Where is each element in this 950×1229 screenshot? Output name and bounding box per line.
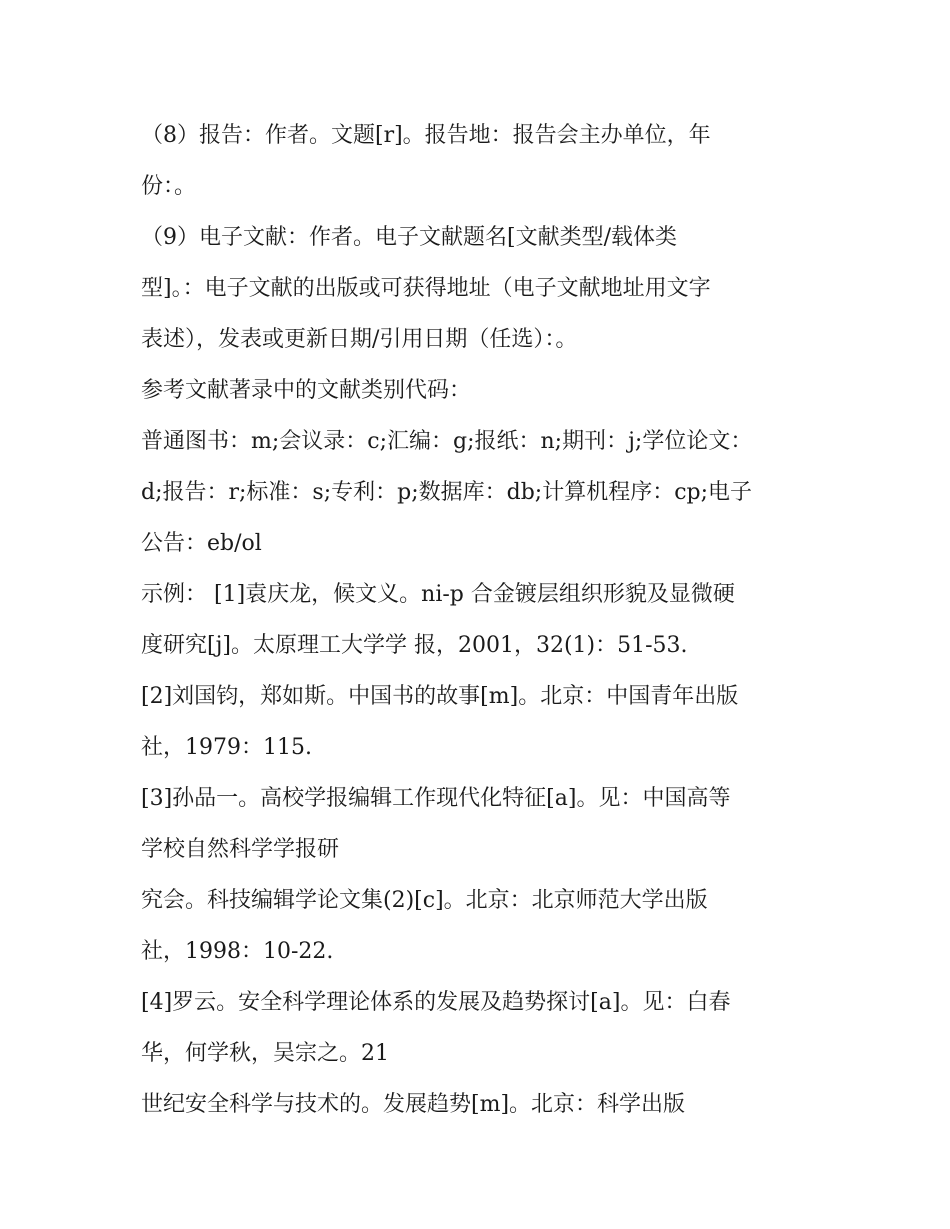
text-line: （8）报告：作者。文题[r]。报告地：报告会主办单位，年 — [141, 123, 711, 148]
text-line: 社，1998：10-22. — [141, 939, 334, 964]
text-line: 究会。科技编辑学论文集(2)[c]。北京：北京师范大学出版 — [141, 888, 708, 913]
text-line: 度研究[j]。太原理工大学学 报，2001，32(1)：51-53. — [141, 633, 688, 658]
text-line: [2]刘国钧，郑如斯。中国书的故事[m]。北京：中国青年出版 — [141, 684, 739, 709]
text-line: 示例： [1]袁庆龙，候文义。ni-p 合金镀层组织形貌及显微硬 — [141, 582, 735, 607]
text-line: 参考文献著录中的文献类别代码： — [141, 378, 472, 403]
text-line: 份：。 — [141, 174, 197, 199]
text-line: [4]罗云。安全科学理论体系的发展及趋势探讨[a]。见：白春 — [141, 990, 731, 1015]
text-line: 型]。：电子文献的出版或可获得地址（电子文献地址用文字 — [141, 276, 711, 301]
text-line: [3]孙品一。高校学报编辑工作现代化特征[a]。见：中国高等 — [141, 786, 731, 811]
text-line: 学校自然科学学报研 — [141, 837, 340, 862]
text-line: 世纪安全科学与技术的。发展趋势[m]。北京：科学出版 — [141, 1092, 686, 1117]
text-line: 华，何学秋，吴宗之。21 — [141, 1041, 389, 1066]
text-line: 公告：eb/ol — [141, 531, 262, 556]
text-line: 表述），发表或更新日期/引用日期（任选）：。 — [141, 327, 578, 352]
text-line: 普通图书：m;会议录：c;汇编：g;报纸：n;期刊：j;学位论文： — [141, 429, 753, 454]
text-line: d;报告：r;标准：s;专利：p;数据库：db;计算机程序：cp;电子 — [141, 480, 753, 505]
text-line: （9）电子文献：作者。电子文献题名[文献类型/载体类 — [141, 225, 677, 250]
document-body — [141, 110, 821, 1130]
text-line: 社，1979：115. — [141, 735, 312, 760]
